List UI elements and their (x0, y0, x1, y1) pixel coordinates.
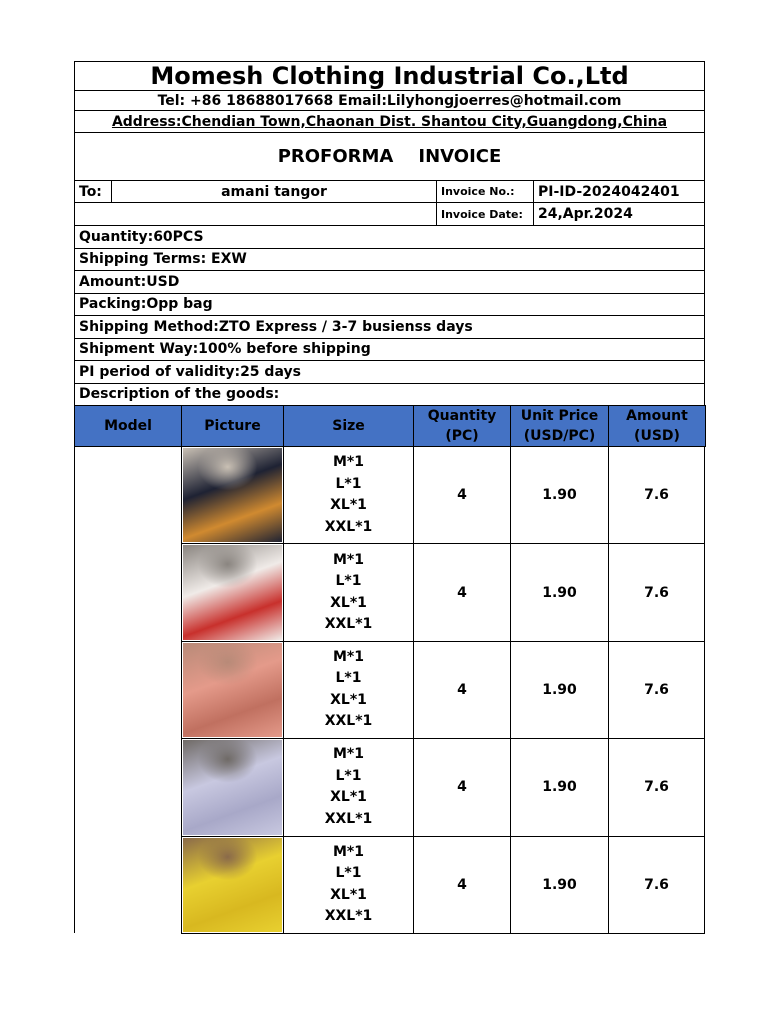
term-row: Amount:USD (74, 270, 705, 294)
size-entry: XL*1 (330, 594, 367, 611)
quantity-cell: 4 (413, 446, 511, 544)
size-entry: XL*1 (330, 789, 367, 806)
amount-cell: 7.6 (608, 836, 705, 934)
product-picture (181, 543, 284, 641)
column-header: Quantity (PC) (413, 405, 511, 447)
term-row: Shipping Terms: EXW (74, 248, 705, 272)
company-contact: Tel: +86 18688017668 Email:Lilyhongjoerres@hotmail.com (74, 90, 705, 111)
size-entry: XXL*1 (324, 810, 373, 827)
amount-cell: 7.6 (608, 446, 705, 544)
size-entry: XXL*1 (324, 616, 373, 633)
size-entry: L*1 (335, 573, 362, 590)
product-image (183, 838, 282, 932)
product-picture (181, 738, 284, 836)
size-cell (283, 543, 414, 641)
term-row: Shipment Way:100% before shipping (74, 338, 705, 362)
size-entry: XXL*1 (324, 713, 373, 730)
column-header: Amount (USD) (608, 405, 706, 447)
size-cell (283, 641, 414, 739)
column-header: Model (74, 405, 182, 447)
size-entry: M*1 (333, 551, 364, 568)
product-picture (181, 446, 284, 544)
size-entry: XXL*1 (324, 908, 373, 925)
term-row: Quantity:60PCS (74, 225, 705, 249)
quantity-cell: 4 (413, 738, 511, 836)
to-value: amani tangor (111, 180, 437, 203)
term-row: Packing:Opp bag (74, 293, 705, 317)
unit-price-cell: 1.90 (510, 738, 609, 836)
size-cell (283, 446, 414, 544)
blank-cell (74, 202, 437, 226)
size-entry: L*1 (335, 670, 362, 687)
size-entry: M*1 (333, 843, 364, 860)
product-image (183, 545, 282, 639)
to-label: To: (74, 180, 112, 203)
size-entry: M*1 (333, 454, 364, 471)
size-cell (283, 738, 414, 836)
invoice-no: PI-ID-2024042401 (533, 180, 705, 203)
size-entry: L*1 (335, 475, 362, 492)
quantity-cell: 4 (413, 543, 511, 641)
amount-cell: 7.6 (608, 543, 705, 641)
unit-price-cell: 1.90 (510, 836, 609, 934)
size-entry: M*1 (333, 648, 364, 665)
quantity-cell: 4 (413, 836, 511, 934)
size-entry: L*1 (335, 865, 362, 882)
size-entry: M*1 (333, 746, 364, 763)
company-address: Address:Chendian Town,Chaonan Dist. Shantou City,Guangdong,China (74, 110, 705, 133)
amount-cell: 7.6 (608, 738, 705, 836)
model-cell (74, 446, 182, 933)
term-row: PI period of validity:25 days (74, 360, 705, 384)
term-row: Shipping Method:ZTO Express / 3-7 busienss days (74, 315, 705, 339)
product-image (183, 643, 282, 737)
size-cell (283, 836, 414, 934)
unit-price-cell: 1.90 (510, 543, 609, 641)
product-image (183, 448, 282, 542)
product-picture (181, 641, 284, 739)
unit-price-cell: 1.90 (510, 446, 609, 544)
term-row: Description of the goods: (74, 383, 705, 407)
invoice-date: 24,Apr.2024 (533, 202, 705, 226)
column-header: Picture (181, 405, 284, 447)
quantity-cell: 4 (413, 641, 511, 739)
size-entry: XL*1 (330, 497, 367, 514)
column-header: Unit Price (USD/PC) (510, 405, 609, 447)
company-name: Momesh Clothing Industrial Co.,Ltd (74, 61, 705, 91)
size-entry: XL*1 (330, 691, 367, 708)
invoice-no-label: Invoice No.: (436, 180, 534, 203)
amount-cell: 7.6 (608, 641, 705, 739)
size-entry: XXL*1 (324, 518, 373, 535)
size-entry: XL*1 (330, 886, 367, 903)
product-picture (181, 836, 284, 934)
page-title: PROFORMA INVOICE (74, 132, 705, 181)
invoice-date-label: Invoice Date: (436, 202, 534, 226)
column-header: Size (283, 405, 414, 447)
unit-price-cell: 1.90 (510, 641, 609, 739)
size-entry: L*1 (335, 767, 362, 784)
product-image (183, 740, 282, 834)
